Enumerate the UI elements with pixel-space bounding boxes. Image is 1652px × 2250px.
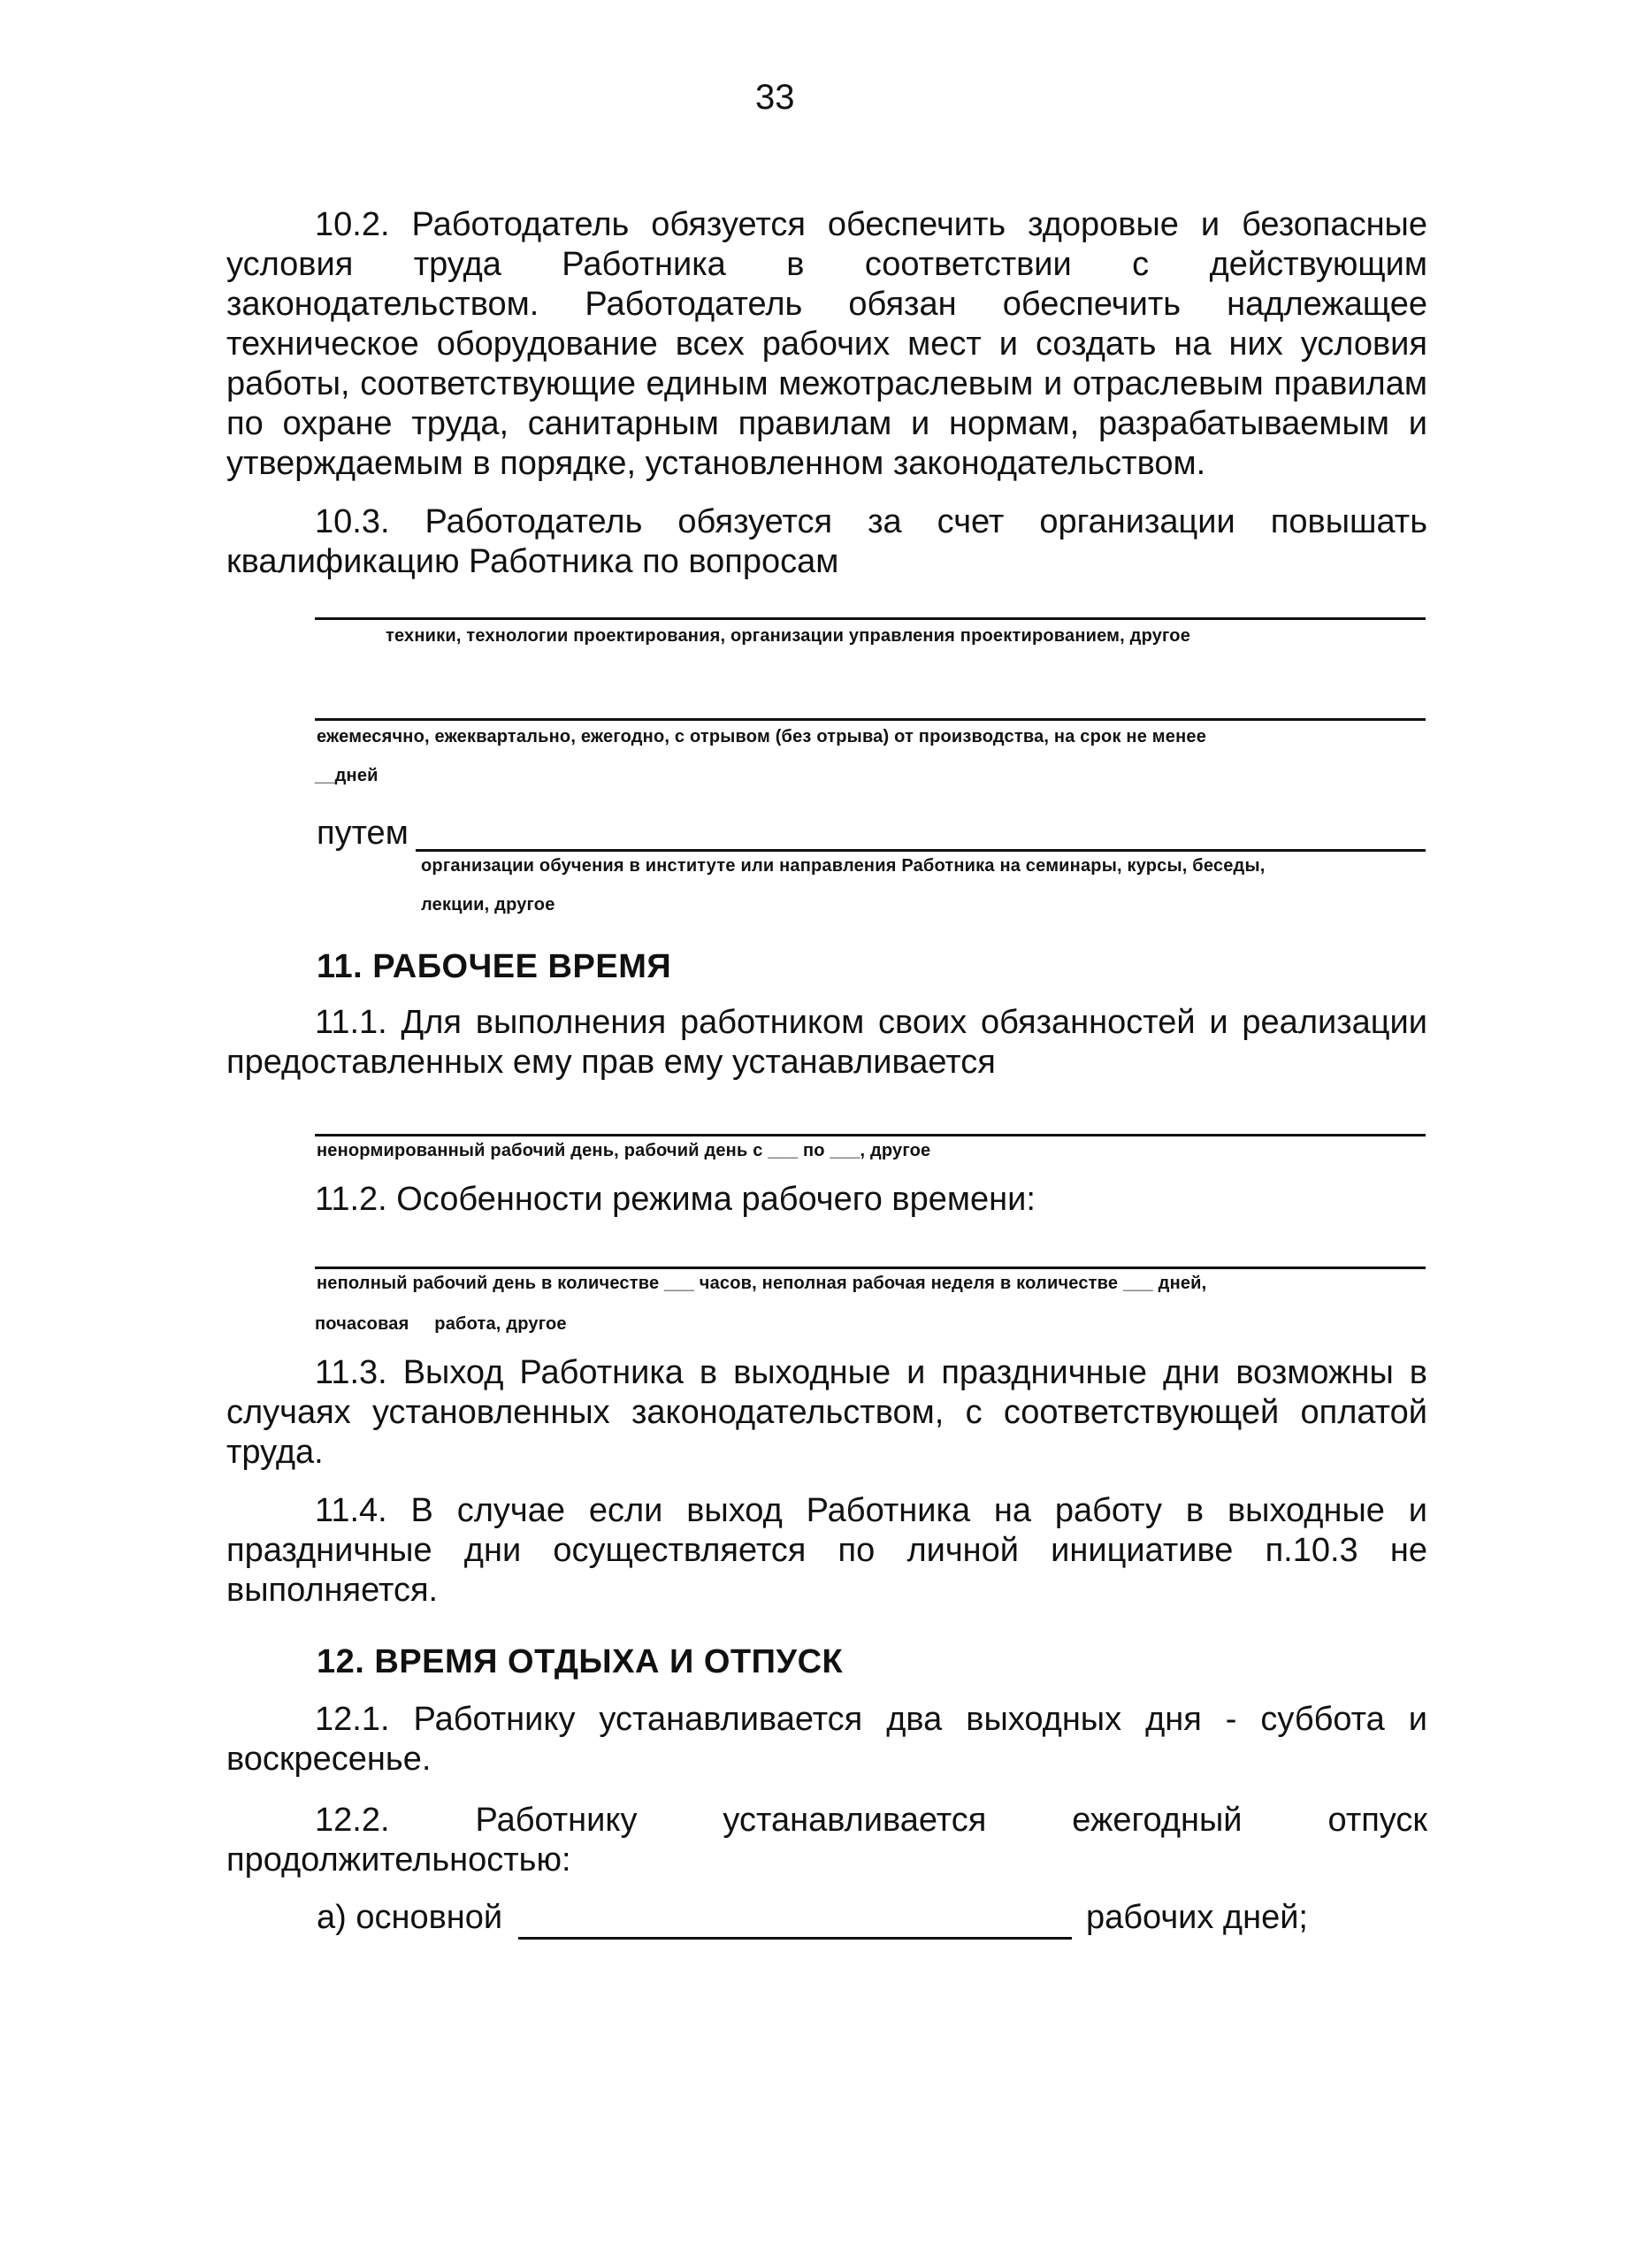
paragraph-12-2: 12.2. Работнику устанавливается ежегодный отпуск продолжительностью: bbox=[226, 1802, 1427, 1879]
blank-line-training-frequency[interactable] bbox=[315, 718, 1426, 721]
blank-line-training-topics[interactable] bbox=[315, 617, 1426, 620]
label-working-days: рабочих дней; bbox=[1086, 1899, 1308, 1936]
label-basic-leave: а) основной bbox=[317, 1899, 503, 1936]
hint-training-method-line-1: организации обучения в институте или направления Работника на семинары, курсы, беседы, bbox=[421, 856, 1266, 876]
blank-line-basic-leave-days[interactable] bbox=[518, 1937, 1072, 1940]
paragraph-11-3: 11.3. Выход Работника в выходные и праздничные дни возможны в случаях установленных законодательством, с соответствующей оплатой труда. bbox=[226, 1354, 1427, 1471]
hint-training-frequency: ежемесячно, ежеквартально, ежегодно, с отрывом (без отрыва) от производства, на срок не менее bbox=[317, 727, 1207, 746]
hint-training-method-line-2: лекции, другое bbox=[421, 895, 555, 915]
blank-line-working-day[interactable] bbox=[315, 1134, 1426, 1136]
page-number: 33 bbox=[755, 78, 795, 117]
heading-section-12: 12. ВРЕМЯ ОТДЫХА И ОТПУСК bbox=[317, 1643, 844, 1680]
heading-section-11: 11. РАБОЧЕЕ ВРЕМЯ bbox=[317, 948, 672, 985]
hint-working-day: ненормированный рабочий день, рабочий день с ___ по ___, другое bbox=[317, 1141, 931, 1160]
label-by-means: путем bbox=[317, 815, 409, 852]
paragraph-10-2: 10.2. Работодатель обязуется обеспечить здоровые и безопасные условия труда Работника в соответствии с действующим законодательством. Работодатель обязан обеспечить надлежащее техническое оборудование всех рабочих мест и создать на них условия работы, соответствующие единым межотраслевым и отраслевым правилам по охране труда, санитарным правилам и нормам, разрабатываемым и утверждаемым в порядке, установленном законодательством. bbox=[226, 206, 1427, 482]
paragraph-11-4: 11.4. В случае если выход Работника на работу в выходные и праздничные дни осуществляется по личной инициативе п.10.3 не выполняется. bbox=[226, 1492, 1427, 1609]
hint-part-time-line-1: неполный рабочий день в количестве ___ часов, неполная рабочая неделя в количестве ___ дней, bbox=[317, 1274, 1207, 1293]
paragraph-11-1: 11.1. Для выполнения работником своих обязанностей и реализации предоставленных ему прав ему устанавливается bbox=[226, 1004, 1427, 1081]
paragraph-10-3: 10.3. Работодатель обязуется за счет организации повышать квалификацию Работника по вопросам bbox=[226, 503, 1427, 580]
blank-line-work-schedule[interactable] bbox=[315, 1267, 1426, 1269]
paragraph-11-2: 11.2. Особенности режима рабочего времени: bbox=[315, 1181, 1036, 1218]
hint-training-topics: техники, технологии проектирования, организации управления проектированием, другое bbox=[386, 626, 1191, 646]
hint-days: __дней bbox=[315, 766, 379, 785]
hint-part-time-line-2: почасовая работа, другое bbox=[315, 1314, 567, 1334]
blank-line-training-method[interactable] bbox=[416, 849, 1426, 852]
paragraph-12-1: 12.1. Работнику устанавливается два выходных дня - суббота и воскресенье. bbox=[226, 1701, 1427, 1778]
